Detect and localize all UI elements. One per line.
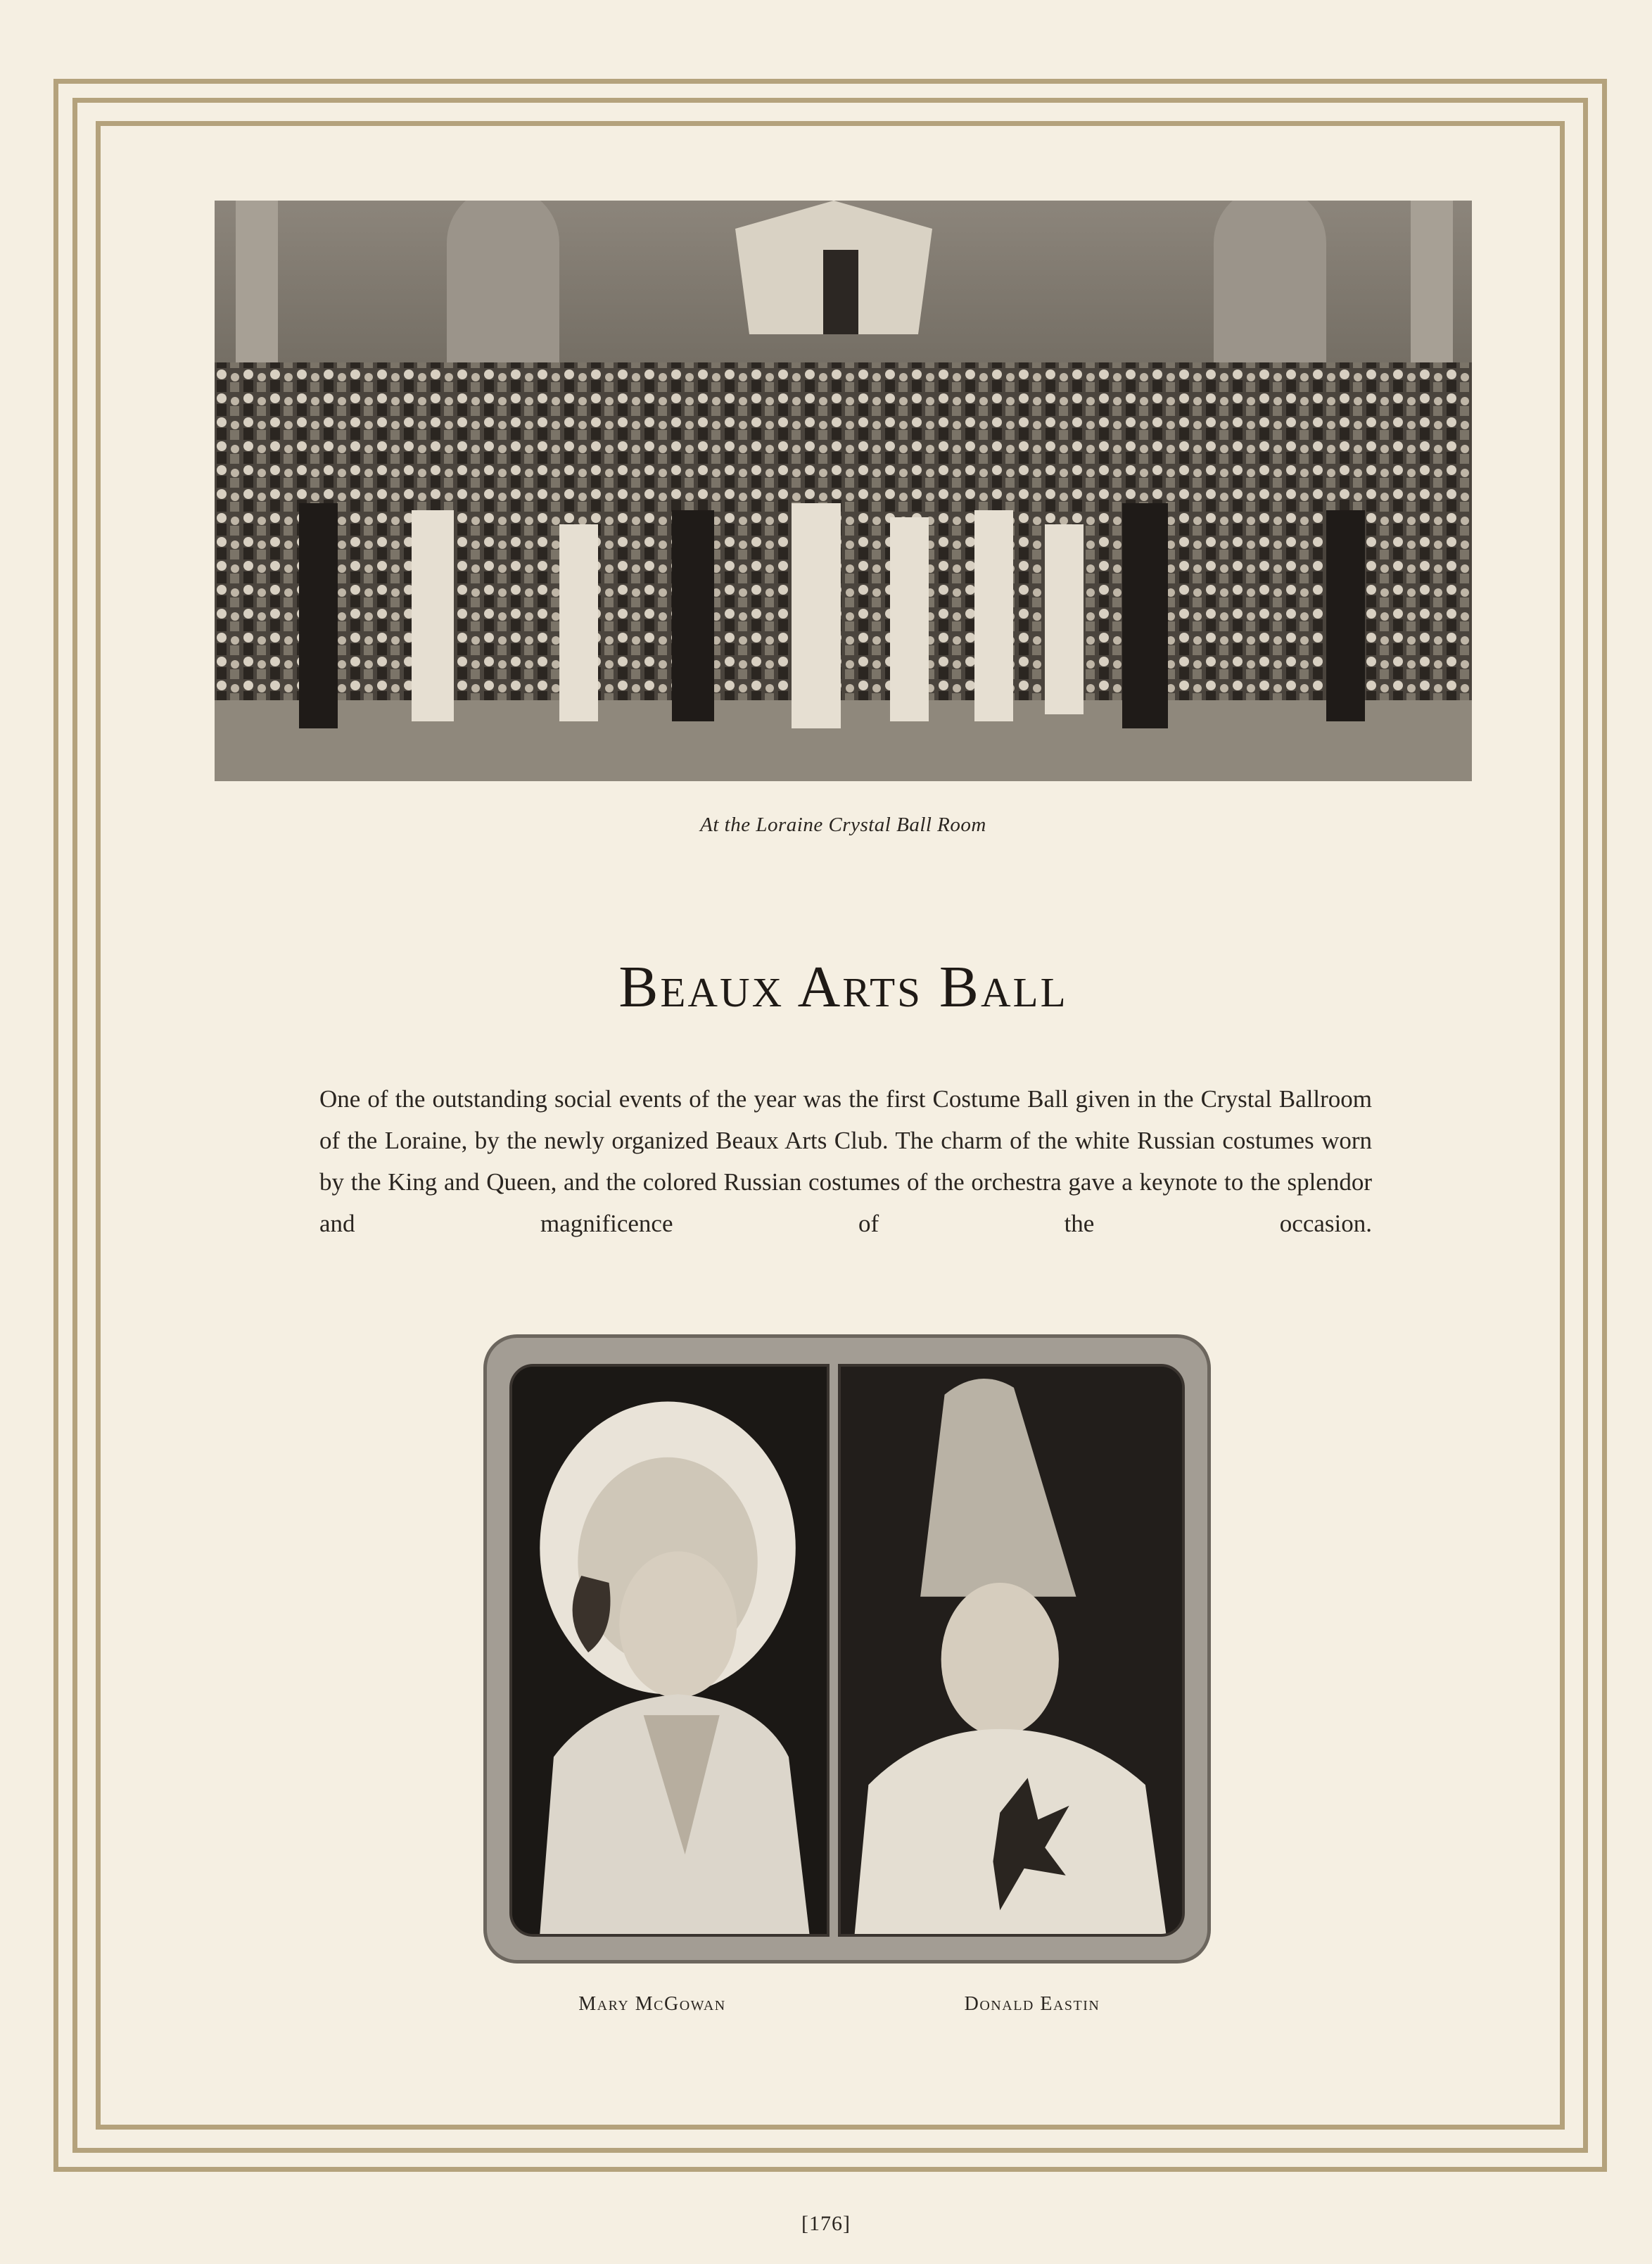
photo-caption: At the Loraine Crystal Ball Room	[700, 814, 986, 836]
man-in-fur-hat-image	[841, 1367, 1182, 1934]
page-number: [176]	[801, 2212, 851, 2235]
ballroom-crowd-image	[215, 201, 1472, 781]
group-photo	[215, 201, 1472, 781]
portrait-name-left: Mary McGowan	[578, 1993, 726, 2015]
woman-in-kokoshnik-image	[512, 1367, 827, 1934]
portrait-name-right: Donald Eastin	[964, 1993, 1100, 2015]
article-body: One of the outstanding social events of the year was the first Costume Ball given in the Crystal Ballroom of the Loraine, by the newly organized Beaux Arts Club. The charm of the white Russian costumes worn by the King and Queen, and the colored Russian costumes of the orchestra gave a keynote to the splendor and magnificence of the occasion.	[319, 1085, 1372, 1237]
page-title: Beaux Arts Ball	[618, 954, 1068, 1020]
portrait-mary-mcgowan	[509, 1364, 830, 1937]
portrait-frame	[483, 1334, 1211, 1963]
portrait-donald-eastin	[838, 1364, 1185, 1937]
